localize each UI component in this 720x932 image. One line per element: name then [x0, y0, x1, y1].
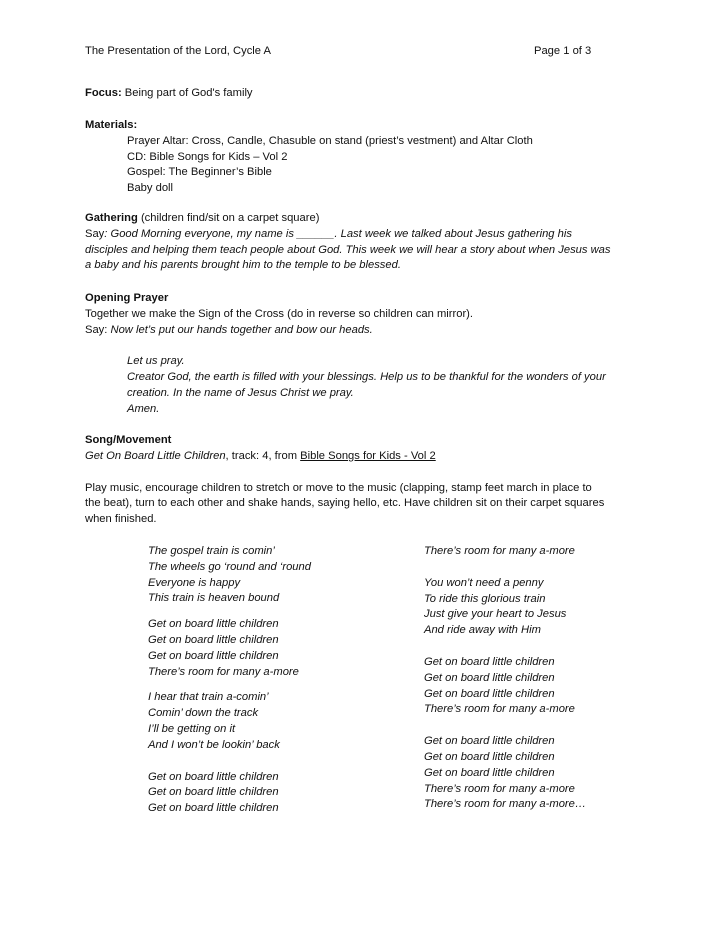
lyrics-left-column	[148, 544, 311, 817]
lyric-line: And I won’t be lookin’ back	[148, 738, 280, 751]
gathering-say-colon: :	[104, 227, 108, 240]
lyrics-chorus	[424, 734, 586, 813]
lyric-line: Get on board little children	[424, 766, 555, 779]
song-instruction: the beat), turn to each other and shake hands, saying hello, etc. Have children sit on their carpet squares	[85, 497, 605, 510]
opening-prayer-say-prefix: Say:	[85, 323, 108, 336]
lyric-line: Get on board little children	[148, 786, 279, 799]
materials-item: CD: Bible Songs for Kids – Vol 2	[127, 150, 288, 163]
lyrics-chorus	[424, 655, 586, 718]
lyric-line: Get on board little children	[424, 735, 555, 748]
page-number: Page 1 of 3	[534, 45, 592, 57]
prayer-line: creation. In the name of Jesus Christ we pray.	[127, 386, 354, 399]
materials-section	[85, 118, 645, 197]
lyric-line: Get on board little children	[148, 770, 279, 783]
lyric-line: There’s room for many a-more	[424, 545, 575, 557]
lyric-line: To ride this glorious train	[424, 592, 546, 605]
prayer-line: Amen.	[127, 402, 160, 415]
lyric-line: The gospel train is comin’	[148, 545, 275, 557]
opening-prayer-section	[85, 291, 645, 418]
lyric-line: The wheels go ‘round and ‘round	[148, 560, 311, 573]
lyric-line: Get on board little children	[424, 750, 555, 763]
song-source: Bible Songs for Kids - Vol 2	[300, 449, 436, 462]
lyric-line: There’s room for many a-more	[148, 665, 299, 678]
lyric-line: Get on board little children	[148, 802, 279, 815]
materials-item: Prayer Altar: Cross, Candle, Chasuble on stand (priest’s vestment) and Altar Cloth	[127, 134, 533, 147]
lyric-line: I hear that train a-comin’	[148, 691, 269, 704]
song-instruction: when finished.	[85, 513, 157, 526]
lyrics-right-column	[424, 544, 586, 813]
gathering-say-line: a baby and his parents brought him to the temple to be blessed.	[85, 259, 401, 272]
gathering-say-line: disciples and helping them teach people about God. This week we will hear a story about when Jesus was	[85, 243, 611, 256]
lyric-line: There’s room for many a-more	[424, 703, 575, 716]
lyrics-verse	[424, 576, 586, 639]
song-track-text: , track: 4, from	[225, 449, 298, 462]
lyric-line: Get on board little children	[148, 618, 279, 631]
song-section	[85, 433, 645, 528]
lyrics-verse	[148, 690, 311, 753]
prayer-line: Creator God, the earth is filled with your blessings. Help us to be thankful for the wonders of your	[127, 371, 606, 384]
lyric-line: Get on board little children	[424, 687, 555, 700]
opening-prayer-label: Opening Prayer	[85, 292, 169, 304]
page-header-title: The Presentation of the Lord, Cycle A	[85, 45, 271, 57]
gathering-say-line: Last week we talked about Jesus gathering his	[340, 227, 572, 240]
opening-prayer-say-text: Now let’s put our hands together and bow our heads.	[110, 323, 373, 336]
lyric-line: Get on board little children	[424, 671, 555, 684]
lyrics-chorus	[148, 617, 311, 680]
gathering-say-prefix: Say	[85, 227, 105, 240]
lyric-line: Get on board little children	[148, 633, 279, 646]
lyrics-verse	[424, 544, 586, 560]
focus-section	[85, 86, 253, 102]
lyric-line: Get on board little children	[424, 655, 555, 668]
song-instruction: Play music, encourage children to stretch or move to the music (clapping, stamp feet march in place to	[85, 481, 592, 494]
focus-label: Focus:	[85, 87, 122, 99]
materials-item: Baby doll	[127, 182, 174, 195]
lyric-line: This train is heaven bound	[148, 592, 280, 605]
lyrics-chorus	[148, 770, 311, 817]
lyric-line: Just give your heart to Jesus	[424, 608, 567, 621]
lyric-line: Comin’ down the track	[148, 707, 259, 720]
lyric-line: And ride away with Him	[424, 624, 541, 637]
focus-text: Being part of God's family	[124, 87, 253, 99]
song-title: Get On Board Little Children	[85, 449, 226, 462]
gathering-say-line: Good Morning everyone, my name is ______.	[110, 227, 338, 240]
gathering-section	[85, 211, 645, 274]
lyric-line: There’s room for many a-more	[424, 782, 575, 795]
lyrics-verse	[148, 544, 311, 607]
gathering-label: Gathering	[85, 212, 138, 224]
lyric-line: I’ll be getting on it	[148, 722, 236, 735]
materials-label: Materials:	[85, 119, 138, 131]
gathering-note: (children find/sit on a carpet square)	[140, 212, 320, 224]
lyric-line: Everyone is happy	[148, 576, 241, 589]
lyric-line: You won’t need a penny	[424, 576, 544, 589]
lyric-line: Get on board little children	[148, 649, 279, 662]
prayer-line: Let us pray.	[127, 355, 185, 368]
lyric-line: There’s room for many a-more…	[424, 798, 587, 811]
opening-prayer-instruction: Together we make the Sign of the Cross (do in reverse so children can mirror).	[85, 307, 473, 320]
song-label: Song/Movement	[85, 434, 172, 446]
materials-item: Gospel: The Beginner’s Bible	[127, 166, 272, 179]
